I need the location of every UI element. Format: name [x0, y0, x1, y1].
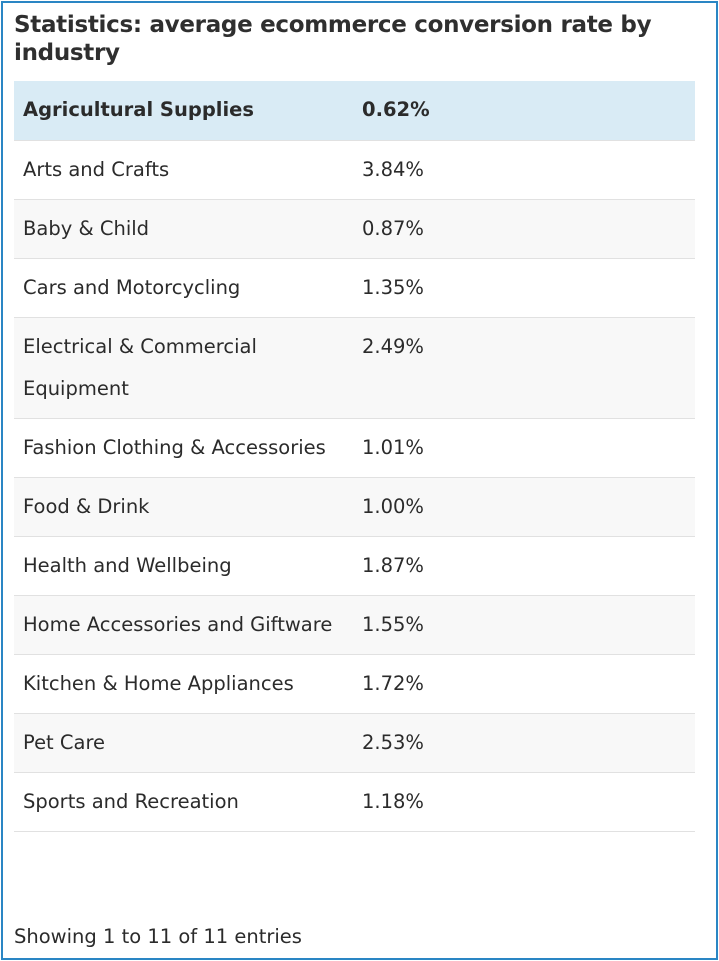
- rate-cell: 3.84%: [354, 141, 695, 200]
- industry-cell: Electrical & Commercial Equipment: [14, 318, 354, 419]
- rate-cell: 1.00%: [354, 478, 695, 537]
- rate-cell: 2.53%: [354, 714, 695, 773]
- industry-cell: Home Accessories and Giftware: [14, 596, 354, 655]
- industry-cell: Health and Wellbeing: [14, 537, 354, 596]
- rate-cell: 1.55%: [354, 596, 695, 655]
- rate-cell: 1.87%: [354, 537, 695, 596]
- table-info-footer: Showing 1 to 11 of 11 entries: [14, 925, 302, 948]
- industry-cell: Kitchen & Home Appliances: [14, 655, 354, 714]
- table-row: [14, 318, 695, 419]
- table-row: [14, 596, 695, 655]
- table-row: [14, 141, 695, 200]
- rate-cell: 2.49%: [354, 318, 695, 419]
- page-title: Statistics: average ecommerce conversion rate by industry: [14, 12, 652, 66]
- rate-cell: 1.01%: [354, 419, 695, 478]
- content-frame: [1, 1, 718, 960]
- industry-cell: Baby & Child: [14, 200, 354, 259]
- table-row: [14, 537, 695, 596]
- table-row: [14, 259, 695, 318]
- rate-cell: 1.72%: [354, 655, 695, 714]
- rate-cell: 0.87%: [354, 200, 695, 259]
- industry-cell: Cars and Motorcycling: [14, 259, 354, 318]
- table-header-row: [14, 81, 695, 141]
- industry-cell: Sports and Recreation: [14, 773, 354, 832]
- header-industry-cell: Agricultural Supplies: [14, 81, 354, 141]
- rate-cell: 1.18%: [354, 773, 695, 832]
- industry-cell: Arts and Crafts: [14, 141, 354, 200]
- industry-cell: Food & Drink: [14, 478, 354, 537]
- rate-cell: 1.35%: [354, 259, 695, 318]
- table-row: [14, 655, 695, 714]
- table-row: [14, 419, 695, 478]
- header-rate-cell: 0.62%: [354, 81, 695, 141]
- industry-cell: Pet Care: [14, 714, 354, 773]
- table-row: [14, 714, 695, 773]
- conversion-rate-table: [14, 81, 695, 832]
- table-row: [14, 200, 695, 259]
- table-row: [14, 773, 695, 832]
- table-row: [14, 478, 695, 537]
- industry-cell: Fashion Clothing & Accessories: [14, 419, 354, 478]
